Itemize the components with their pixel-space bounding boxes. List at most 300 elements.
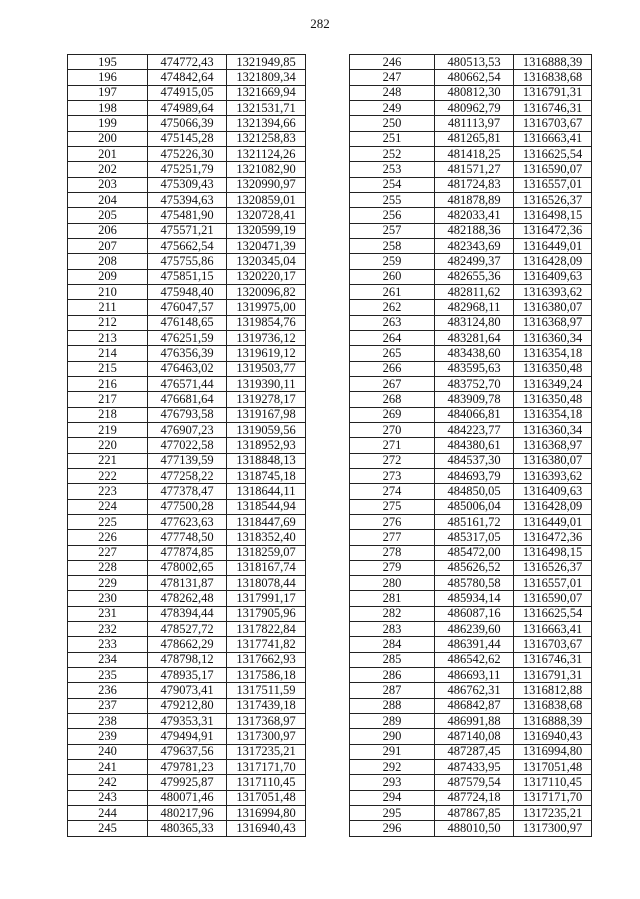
table-row: [350, 652, 592, 667]
table-row: [68, 806, 306, 821]
x-coordinate-cell: 476681,64: [148, 392, 227, 407]
point-number-cell: 270: [350, 422, 435, 437]
y-coordinate-cell: 1320990,97: [227, 177, 306, 192]
y-coordinate-cell: 1316449,01: [514, 514, 592, 529]
table-row: [68, 484, 306, 499]
point-number-cell: 229: [68, 576, 148, 591]
point-number-cell: 294: [350, 790, 435, 805]
y-coordinate-cell: 1318644,11: [227, 484, 306, 499]
table-row: [68, 652, 306, 667]
x-coordinate-cell: 479353,31: [148, 714, 227, 729]
y-coordinate-cell: 1317110,45: [514, 775, 592, 790]
point-number-cell: 234: [68, 652, 148, 667]
point-number-cell: 278: [350, 545, 435, 560]
point-number-cell: 249: [350, 100, 435, 115]
table-row: [68, 698, 306, 713]
x-coordinate-cell: 482188,36: [435, 223, 514, 238]
point-number-cell: 250: [350, 116, 435, 131]
y-coordinate-cell: 1317235,21: [227, 744, 306, 759]
y-coordinate-cell: 1316838,68: [514, 70, 592, 85]
point-number-cell: 267: [350, 376, 435, 391]
table-row: [68, 407, 306, 422]
y-coordinate-cell: 1318259,07: [227, 545, 306, 560]
x-coordinate-cell: 486087,16: [435, 606, 514, 621]
table-row: [68, 560, 306, 575]
x-coordinate-cell: 485934,14: [435, 591, 514, 606]
x-coordinate-cell: 485472,00: [435, 545, 514, 560]
point-number-cell: 239: [68, 729, 148, 744]
table-row: [68, 330, 306, 345]
x-coordinate-cell: 478394,44: [148, 606, 227, 621]
y-coordinate-cell: 1316791,31: [514, 668, 592, 683]
table-row: [350, 591, 592, 606]
point-number-cell: 196: [68, 70, 148, 85]
x-coordinate-cell: 479781,23: [148, 760, 227, 775]
x-coordinate-cell: 479073,41: [148, 683, 227, 698]
x-coordinate-cell: 485161,72: [435, 514, 514, 529]
x-coordinate-cell: 486239,60: [435, 622, 514, 637]
table-row: [350, 116, 592, 131]
page-number: 282: [310, 16, 330, 31]
point-number-cell: 292: [350, 760, 435, 775]
x-coordinate-cell: 486762,31: [435, 683, 514, 698]
table-row: [68, 223, 306, 238]
y-coordinate-cell: 1316349,24: [514, 376, 592, 391]
x-coordinate-cell: 486991,88: [435, 714, 514, 729]
point-number-cell: 260: [350, 269, 435, 284]
x-coordinate-cell: 477748,50: [148, 530, 227, 545]
point-number-cell: 288: [350, 698, 435, 713]
point-number-cell: 224: [68, 499, 148, 514]
table-row: [68, 146, 306, 161]
y-coordinate-cell: 1318078,44: [227, 576, 306, 591]
table-row: [350, 131, 592, 146]
x-coordinate-cell: 476251,59: [148, 330, 227, 345]
x-coordinate-cell: 481724,83: [435, 177, 514, 192]
point-number-cell: 237: [68, 698, 148, 713]
table-row: [350, 85, 592, 100]
table-row: [68, 499, 306, 514]
point-number-cell: 259: [350, 254, 435, 269]
x-coordinate-cell: 486842,87: [435, 698, 514, 713]
y-coordinate-cell: 1316888,39: [514, 55, 592, 70]
point-number-cell: 217: [68, 392, 148, 407]
point-number-cell: 253: [350, 162, 435, 177]
x-coordinate-cell: 482655,36: [435, 269, 514, 284]
x-coordinate-cell: 477623,63: [148, 514, 227, 529]
point-number-cell: 266: [350, 361, 435, 376]
x-coordinate-cell: 482968,11: [435, 300, 514, 315]
y-coordinate-cell: 1319167,98: [227, 407, 306, 422]
y-coordinate-cell: 1320728,41: [227, 208, 306, 223]
y-coordinate-cell: 1316590,07: [514, 162, 592, 177]
point-number-cell: 230: [68, 591, 148, 606]
point-number-cell: 281: [350, 591, 435, 606]
point-number-cell: 254: [350, 177, 435, 192]
x-coordinate-cell: 487140,08: [435, 729, 514, 744]
x-coordinate-cell: 476463,02: [148, 361, 227, 376]
y-coordinate-cell: 1316368,97: [514, 315, 592, 330]
y-coordinate-cell: 1321082,90: [227, 162, 306, 177]
x-coordinate-cell: 478798,12: [148, 652, 227, 667]
point-number-cell: 261: [350, 284, 435, 299]
x-coordinate-cell: 477874,85: [148, 545, 227, 560]
x-coordinate-cell: 475755,86: [148, 254, 227, 269]
y-coordinate-cell: 1317822,84: [227, 622, 306, 637]
table-row: [350, 821, 592, 836]
point-number-cell: 263: [350, 315, 435, 330]
table-row: [350, 683, 592, 698]
y-coordinate-cell: 1317171,70: [227, 760, 306, 775]
point-number-cell: 218: [68, 407, 148, 422]
point-number-cell: 247: [350, 70, 435, 85]
table-row: [68, 545, 306, 560]
table-row: [350, 284, 592, 299]
y-coordinate-cell: 1321258,83: [227, 131, 306, 146]
point-number-cell: 204: [68, 192, 148, 207]
point-number-cell: 295: [350, 806, 435, 821]
point-number-cell: 208: [68, 254, 148, 269]
table-row: [68, 376, 306, 391]
point-number-cell: 198: [68, 100, 148, 115]
y-coordinate-cell: 1316368,97: [514, 438, 592, 453]
point-number-cell: 248: [350, 85, 435, 100]
table-row: [350, 269, 592, 284]
y-coordinate-cell: 1321531,71: [227, 100, 306, 115]
point-number-cell: 284: [350, 637, 435, 652]
x-coordinate-cell: 481265,81: [435, 131, 514, 146]
y-coordinate-cell: 1316703,67: [514, 637, 592, 652]
table-row: [68, 131, 306, 146]
table-row: [68, 775, 306, 790]
x-coordinate-cell: 481878,89: [435, 192, 514, 207]
point-number-cell: 243: [68, 790, 148, 805]
point-number-cell: 236: [68, 683, 148, 698]
point-number-cell: 264: [350, 330, 435, 345]
table-row: [68, 300, 306, 315]
table-row: [68, 729, 306, 744]
point-number-cell: 257: [350, 223, 435, 238]
x-coordinate-cell: 475145,28: [148, 131, 227, 146]
point-number-cell: 279: [350, 560, 435, 575]
table-row: [350, 744, 592, 759]
table-row: [350, 192, 592, 207]
table-row: [350, 530, 592, 545]
y-coordinate-cell: 1316838,68: [514, 698, 592, 713]
point-number-cell: 273: [350, 468, 435, 483]
y-coordinate-cell: 1316449,01: [514, 238, 592, 253]
point-number-cell: 231: [68, 606, 148, 621]
point-number-cell: 220: [68, 438, 148, 453]
x-coordinate-cell: 476793,58: [148, 407, 227, 422]
point-number-cell: 232: [68, 622, 148, 637]
point-number-cell: 290: [350, 729, 435, 744]
x-coordinate-cell: 483281,64: [435, 330, 514, 345]
x-coordinate-cell: 479925,87: [148, 775, 227, 790]
y-coordinate-cell: 1317368,97: [227, 714, 306, 729]
x-coordinate-cell: 481571,27: [435, 162, 514, 177]
table-row: [68, 683, 306, 698]
x-coordinate-cell: 478262,48: [148, 591, 227, 606]
y-coordinate-cell: 1316360,34: [514, 422, 592, 437]
x-coordinate-cell: 480217,96: [148, 806, 227, 821]
y-coordinate-cell: 1321809,34: [227, 70, 306, 85]
y-coordinate-cell: 1316498,15: [514, 545, 592, 560]
point-number-cell: 246: [350, 55, 435, 70]
table-row: [350, 422, 592, 437]
point-number-cell: 200: [68, 131, 148, 146]
y-coordinate-cell: 1318848,13: [227, 453, 306, 468]
y-coordinate-cell: 1319619,12: [227, 346, 306, 361]
y-coordinate-cell: 1316380,07: [514, 300, 592, 315]
x-coordinate-cell: 478935,17: [148, 668, 227, 683]
table-row: [350, 453, 592, 468]
x-coordinate-cell: 487287,45: [435, 744, 514, 759]
x-coordinate-cell: 475571,21: [148, 223, 227, 238]
x-coordinate-cell: 482343,69: [435, 238, 514, 253]
y-coordinate-cell: 1321949,85: [227, 55, 306, 70]
y-coordinate-cell: 1321124,26: [227, 146, 306, 161]
table-row: [350, 790, 592, 805]
point-number-cell: 296: [350, 821, 435, 836]
x-coordinate-cell: 486391,44: [435, 637, 514, 652]
point-number-cell: 212: [68, 315, 148, 330]
point-number-cell: 221: [68, 453, 148, 468]
table-row: [68, 85, 306, 100]
x-coordinate-cell: 485317,05: [435, 530, 514, 545]
y-coordinate-cell: 1319390,11: [227, 376, 306, 391]
table-row: [350, 622, 592, 637]
x-coordinate-cell: 476907,23: [148, 422, 227, 437]
table-row: [350, 514, 592, 529]
point-number-cell: 262: [350, 300, 435, 315]
table-body-right: [350, 55, 592, 837]
table-row: [68, 238, 306, 253]
table-row: [350, 560, 592, 575]
table-row: [350, 637, 592, 652]
table-row: [350, 806, 592, 821]
y-coordinate-cell: 1316350,48: [514, 392, 592, 407]
y-coordinate-cell: 1317991,17: [227, 591, 306, 606]
x-coordinate-cell: 475851,15: [148, 269, 227, 284]
point-number-cell: 219: [68, 422, 148, 437]
y-coordinate-cell: 1316888,39: [514, 714, 592, 729]
y-coordinate-cell: 1316994,80: [227, 806, 306, 821]
table-row: [68, 714, 306, 729]
table-row: [68, 514, 306, 529]
table-row: [68, 606, 306, 621]
table-row: [68, 208, 306, 223]
point-number-cell: 252: [350, 146, 435, 161]
table-row: [68, 192, 306, 207]
point-number-cell: 209: [68, 269, 148, 284]
y-coordinate-cell: 1316590,07: [514, 591, 592, 606]
x-coordinate-cell: 483909,78: [435, 392, 514, 407]
point-number-cell: 265: [350, 346, 435, 361]
point-number-cell: 282: [350, 606, 435, 621]
table-row: [350, 576, 592, 591]
y-coordinate-cell: 1320471,39: [227, 238, 306, 253]
x-coordinate-cell: 485780,58: [435, 576, 514, 591]
y-coordinate-cell: 1317051,48: [514, 760, 592, 775]
table-row: [350, 146, 592, 161]
point-number-cell: 235: [68, 668, 148, 683]
x-coordinate-cell: 483752,70: [435, 376, 514, 391]
y-coordinate-cell: 1316472,36: [514, 530, 592, 545]
point-number-cell: 225: [68, 514, 148, 529]
x-coordinate-cell: 483438,60: [435, 346, 514, 361]
point-number-cell: 245: [68, 821, 148, 836]
y-coordinate-cell: 1316409,63: [514, 484, 592, 499]
point-number-cell: 255: [350, 192, 435, 207]
y-coordinate-cell: 1317741,82: [227, 637, 306, 652]
x-coordinate-cell: 480662,54: [435, 70, 514, 85]
x-coordinate-cell: 474989,64: [148, 100, 227, 115]
y-coordinate-cell: 1317300,97: [514, 821, 592, 836]
x-coordinate-cell: 476148,65: [148, 315, 227, 330]
point-number-cell: 283: [350, 622, 435, 637]
x-coordinate-cell: 479637,56: [148, 744, 227, 759]
table-row: [68, 269, 306, 284]
x-coordinate-cell: 477258,22: [148, 468, 227, 483]
table-row: [350, 100, 592, 115]
point-number-cell: 216: [68, 376, 148, 391]
x-coordinate-cell: 475309,43: [148, 177, 227, 192]
y-coordinate-cell: 1319503,77: [227, 361, 306, 376]
x-coordinate-cell: 476571,44: [148, 376, 227, 391]
point-number-cell: 258: [350, 238, 435, 253]
point-number-cell: 256: [350, 208, 435, 223]
table-row: [68, 576, 306, 591]
x-coordinate-cell: 484223,77: [435, 422, 514, 437]
x-coordinate-cell: 483124,80: [435, 315, 514, 330]
table-row: [350, 760, 592, 775]
point-number-cell: 228: [68, 560, 148, 575]
y-coordinate-cell: 1316746,31: [514, 652, 592, 667]
x-coordinate-cell: 482033,41: [435, 208, 514, 223]
point-number-cell: 289: [350, 714, 435, 729]
point-number-cell: 287: [350, 683, 435, 698]
point-number-cell: 286: [350, 668, 435, 683]
x-coordinate-cell: 487867,85: [435, 806, 514, 821]
y-coordinate-cell: 1319975,00: [227, 300, 306, 315]
y-coordinate-cell: 1317511,59: [227, 683, 306, 698]
x-coordinate-cell: 474915,05: [148, 85, 227, 100]
point-number-cell: 251: [350, 131, 435, 146]
point-number-cell: 227: [68, 545, 148, 560]
y-coordinate-cell: 1321394,66: [227, 116, 306, 131]
point-number-cell: 238: [68, 714, 148, 729]
y-coordinate-cell: 1316472,36: [514, 223, 592, 238]
table-row: [350, 668, 592, 683]
y-coordinate-cell: 1319854,76: [227, 315, 306, 330]
point-number-cell: 223: [68, 484, 148, 499]
x-coordinate-cell: 478527,72: [148, 622, 227, 637]
y-coordinate-cell: 1316354,18: [514, 346, 592, 361]
table-row: [68, 821, 306, 836]
table-row: [350, 392, 592, 407]
x-coordinate-cell: 484850,05: [435, 484, 514, 499]
table-row: [68, 254, 306, 269]
y-coordinate-cell: 1316994,80: [514, 744, 592, 759]
point-number-cell: 241: [68, 760, 148, 775]
table-row: [350, 162, 592, 177]
x-coordinate-cell: 483595,63: [435, 361, 514, 376]
table-row: [68, 760, 306, 775]
point-number-cell: 269: [350, 407, 435, 422]
y-coordinate-cell: 1319059,56: [227, 422, 306, 437]
y-coordinate-cell: 1316625,54: [514, 146, 592, 161]
x-coordinate-cell: 477378,47: [148, 484, 227, 499]
point-number-cell: 202: [68, 162, 148, 177]
x-coordinate-cell: 478131,87: [148, 576, 227, 591]
y-coordinate-cell: 1320599,19: [227, 223, 306, 238]
table-row: [68, 177, 306, 192]
table-row: [68, 116, 306, 131]
table-row: [350, 714, 592, 729]
x-coordinate-cell: 477500,28: [148, 499, 227, 514]
y-coordinate-cell: 1319736,12: [227, 330, 306, 345]
table-row: [350, 775, 592, 790]
y-coordinate-cell: 1318447,69: [227, 514, 306, 529]
y-coordinate-cell: 1316350,48: [514, 361, 592, 376]
point-number-cell: 293: [350, 775, 435, 790]
table-row: [68, 361, 306, 376]
y-coordinate-cell: 1316393,62: [514, 468, 592, 483]
coordinates-table-right: [349, 54, 592, 837]
y-coordinate-cell: 1318952,93: [227, 438, 306, 453]
x-coordinate-cell: 475662,54: [148, 238, 227, 253]
table-row: [350, 499, 592, 514]
x-coordinate-cell: 480071,46: [148, 790, 227, 805]
table-row: [68, 162, 306, 177]
y-coordinate-cell: 1316746,31: [514, 100, 592, 115]
point-number-cell: 222: [68, 468, 148, 483]
y-coordinate-cell: 1321669,94: [227, 85, 306, 100]
table-row: [350, 223, 592, 238]
x-coordinate-cell: 475251,79: [148, 162, 227, 177]
point-number-cell: 244: [68, 806, 148, 821]
y-coordinate-cell: 1317439,18: [227, 698, 306, 713]
y-coordinate-cell: 1316428,09: [514, 499, 592, 514]
x-coordinate-cell: 475226,30: [148, 146, 227, 161]
y-coordinate-cell: 1316663,41: [514, 622, 592, 637]
x-coordinate-cell: 475481,90: [148, 208, 227, 223]
point-number-cell: 206: [68, 223, 148, 238]
x-coordinate-cell: 478662,29: [148, 637, 227, 652]
point-number-cell: 271: [350, 438, 435, 453]
point-number-cell: 272: [350, 453, 435, 468]
y-coordinate-cell: 1316360,34: [514, 330, 592, 345]
table-row: [350, 376, 592, 391]
x-coordinate-cell: 484066,81: [435, 407, 514, 422]
table-row: [350, 606, 592, 621]
table-row: [68, 591, 306, 606]
table-row: [350, 346, 592, 361]
x-coordinate-cell: 487724,18: [435, 790, 514, 805]
x-coordinate-cell: 485006,04: [435, 499, 514, 514]
table-row: [350, 361, 592, 376]
coordinates-table-left: [67, 54, 306, 837]
table-row: [68, 315, 306, 330]
table-row: [350, 254, 592, 269]
point-number-cell: 280: [350, 576, 435, 591]
x-coordinate-cell: 480812,30: [435, 85, 514, 100]
table-row: [68, 744, 306, 759]
point-number-cell: 291: [350, 744, 435, 759]
point-number-cell: 242: [68, 775, 148, 790]
table-row: [350, 330, 592, 345]
